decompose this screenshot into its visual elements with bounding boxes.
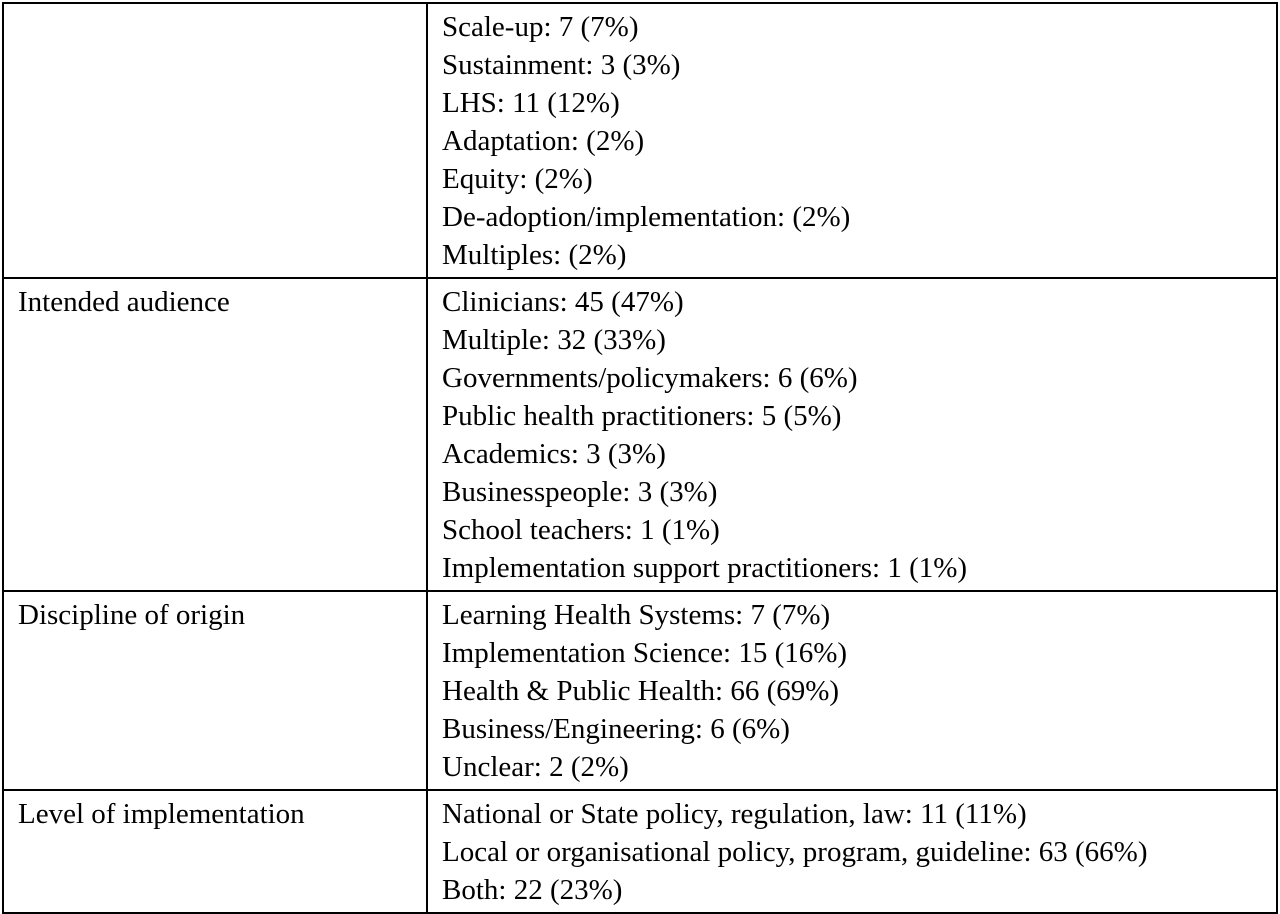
value-line: National or State policy, regulation, law: 11 (11%) — [442, 798, 1027, 830]
value-line: Learning Health Systems: 7 (7%) — [442, 599, 831, 631]
values-cell — [427, 3, 1277, 278]
value-line: Governments/policymakers: 6 (6%) — [442, 362, 858, 394]
value-line: Clinicians: 45 (47%) — [442, 286, 684, 318]
value-line: Business/Engineering: 6 (6%) — [442, 713, 790, 745]
values-cell — [427, 790, 1277, 913]
category-cell: Intended audience — [3, 278, 427, 591]
value-line: Businesspeople: 3 (3%) — [442, 476, 718, 508]
value-line: Unclear: 2 (2%) — [442, 751, 629, 783]
category-cell: Discipline of origin — [3, 591, 427, 790]
value-line: Multiple: 32 (33%) — [442, 324, 666, 356]
table-row — [3, 591, 1277, 790]
values-cell — [427, 278, 1277, 591]
value-line: School teachers: 1 (1%) — [442, 514, 720, 546]
value-line: Adaptation: (2%) — [442, 125, 645, 157]
value-line: Multiples: (2%) — [442, 239, 627, 271]
value-line: Equity: (2%) — [442, 163, 593, 195]
characteristics-table — [2, 2, 1278, 914]
value-line: De-adoption/implementation: (2%) — [442, 201, 851, 233]
value-line: Scale-up: 7 (7%) — [442, 11, 639, 43]
value-line: Academics: 3 (3%) — [442, 438, 666, 470]
value-line: Health & Public Health: 66 (69%) — [442, 675, 840, 707]
category-cell: Level of implementation — [3, 790, 427, 913]
category-cell — [3, 3, 427, 278]
value-line: LHS: 11 (12%) — [442, 87, 620, 119]
table-row — [3, 790, 1277, 913]
value-line: Sustainment: 3 (3%) — [442, 49, 681, 81]
value-line: Local or organisational policy, program, guideline: 63 (66%) — [442, 836, 1148, 868]
table-row — [3, 278, 1277, 591]
value-line: Implementation Science: 15 (16%) — [442, 637, 848, 669]
values-cell — [427, 591, 1277, 790]
value-line: Both: 22 (23%) — [442, 874, 623, 906]
value-line: Implementation support practitioners: 1 (1%) — [442, 552, 968, 584]
table-row — [3, 3, 1277, 278]
value-line: Public health practitioners: 5 (5%) — [442, 400, 842, 432]
